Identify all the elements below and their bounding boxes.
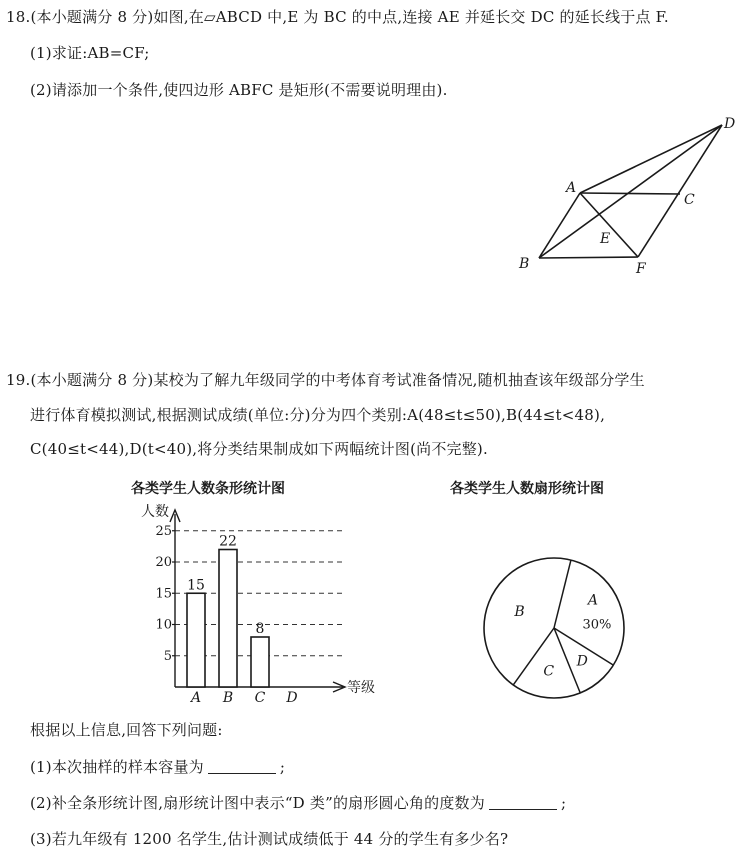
pie-slice-percent-A: 30% [582, 617, 612, 633]
y-tick-label-10: 10 [155, 617, 172, 633]
q19-part2 [30, 793, 566, 813]
q18-part1: (1)求证:AB=CF; [30, 44, 150, 62]
label-E: E [600, 231, 611, 247]
pie-chart [478, 552, 630, 704]
data-label-C: 8 [255, 621, 265, 637]
segment-AF [580, 193, 638, 257]
bar-A [187, 593, 205, 687]
q19-part2-end: ; [560, 794, 567, 812]
y-tick-label-5: 5 [163, 648, 172, 664]
q18-header: 18.(本小题满分 8 分)如图,在▱ABCD 中,E 为 BC 的中点,连接 AE 并延长交 DC 的延长线于点 F. [6, 8, 669, 26]
pie-chart-title: 各类学生人数扇形统计图 [450, 481, 604, 497]
label-D: D [724, 116, 736, 132]
x-tick-label-C: C [254, 690, 266, 705]
q19-part1 [30, 757, 285, 777]
x-tick-label-B: B [222, 690, 234, 705]
q19-line3: C(40≤t<44),D(t<40),将分类结果制成如下两幅统计图(尚不完整). [30, 440, 488, 458]
q19-line2: 进行体育模拟测试,根据测试成绩(单位:分)分为四个类别:A(48≤t≤50),B(44≤t<48), [30, 406, 606, 424]
q19-header: 19.(本小题满分 8 分)某校为了解九年级同学的中考体育考试准备情况,随机抽查该年级部分学生 [6, 371, 645, 389]
sample-size-blank[interactable] [208, 759, 276, 774]
q19-part3: (3)若九年级有 1200 名学生,估计测试成绩低于 44 分的学生有多少名? [30, 830, 509, 848]
pie-slice-label-B: B [514, 604, 525, 621]
q19-part2-text: (2)补全条形统计图,扇形统计图中表示“D 类”的扇形圆心角的度数为 [30, 794, 485, 812]
segment-BF [539, 257, 638, 258]
bar-B [219, 550, 237, 688]
data-label-B: 22 [219, 533, 237, 550]
y-tick-label-25: 25 [155, 523, 172, 539]
label-A: A [566, 180, 577, 196]
segment-AB [539, 193, 580, 258]
x-tick-label-D: D [286, 690, 298, 705]
bar-chart-title: 各类学生人数条形统计图 [131, 481, 285, 497]
pie-slice-label-D: D [576, 653, 588, 670]
pie-slice-label-C: C [543, 663, 555, 680]
q18-part2: (2)请添加一个条件,使四边形 ABFC 是矩形(不需要说明理由). [30, 81, 448, 99]
q19-part1-end: ; [279, 758, 286, 776]
pie-slice-label-A: A [587, 592, 599, 609]
x-axis-label: 等级 [347, 680, 375, 696]
angle-blank[interactable] [489, 795, 557, 810]
label-C: C [684, 192, 695, 208]
q19-part1-text: (1)本次抽样的样本容量为 [30, 758, 204, 776]
y-axis-label: 人数 [141, 504, 169, 520]
data-label-A: 15 [187, 577, 205, 594]
q19-info: 根据以上信息,回答下列问题: [30, 721, 223, 739]
bar-chart [125, 500, 395, 705]
parallelogram-figure [510, 110, 746, 290]
y-tick-label-15: 15 [155, 586, 172, 602]
y-tick-label-20: 20 [155, 555, 172, 570]
bar-C [251, 637, 269, 687]
label-F: F [636, 261, 646, 277]
segment-AC [580, 193, 680, 194]
x-tick-label-A: A [190, 690, 202, 705]
label-B: B [519, 256, 530, 272]
